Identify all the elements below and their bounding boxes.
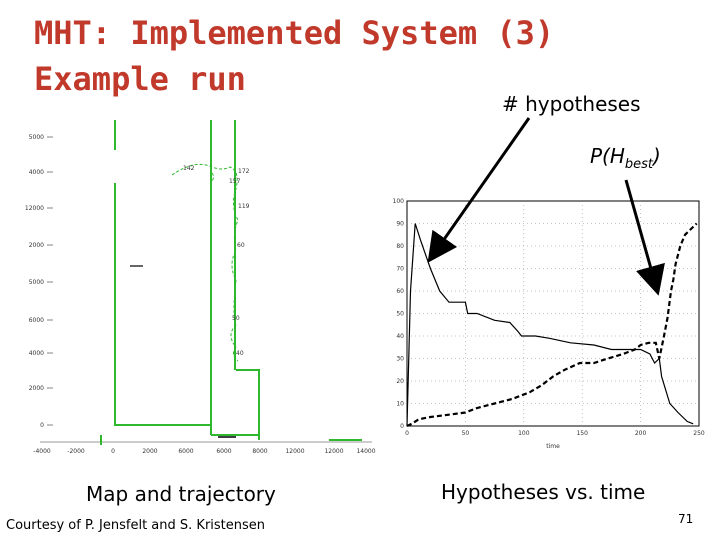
map-x-tick: -2000 xyxy=(67,448,85,455)
chart-x-label: time xyxy=(546,443,560,450)
map-y-tick: 0 xyxy=(40,422,44,429)
chart-x-tick: 100 xyxy=(518,430,530,437)
map-trajectory-path xyxy=(212,173,214,181)
slide-title-line2: Example run xyxy=(34,60,246,98)
map-point-labels xyxy=(183,165,250,357)
map-y-tick: 4000 xyxy=(28,169,44,176)
slide-title-line1: MHT: Implemented System (3) xyxy=(34,14,555,52)
hypotheses-chart xyxy=(370,190,705,455)
map-x-tick: 14000 xyxy=(356,448,376,455)
map-point-label: 50 xyxy=(232,315,240,322)
chart-y-axis xyxy=(393,198,405,430)
hypotheses-caption: Hypotheses vs. time xyxy=(441,480,646,504)
chart-y-tick: 10 xyxy=(396,400,404,408)
map-point-label: 119 xyxy=(238,203,250,210)
map-caption: Map and trajectory xyxy=(86,482,276,506)
map-x-tick: 6000 xyxy=(178,448,194,455)
map-point-label: 142 xyxy=(183,165,195,172)
chart-x-axis xyxy=(405,430,705,437)
p-best-label: $P(H_{best})$ xyxy=(590,144,661,172)
chart-y-tick: 90 xyxy=(396,220,404,228)
slide-title xyxy=(34,10,554,102)
map-y-tick: 12000 xyxy=(24,205,44,212)
chart-y-tick: 80 xyxy=(396,243,404,250)
chart-y-tick: 100 xyxy=(392,198,404,205)
map-trajectory-plot xyxy=(0,115,380,455)
map-point-label: 40 xyxy=(236,350,244,357)
chart-grid xyxy=(407,201,699,426)
chart-x-tick: 0 xyxy=(405,430,409,437)
chart-y-tick: 40 xyxy=(396,333,404,340)
map-y-axis xyxy=(25,134,53,429)
chart-x-tick: 200 xyxy=(634,430,647,437)
credit-text: Courtesy of P. Jensfelt and S. Kristensen xyxy=(6,518,266,533)
map-x-tick: 12000 xyxy=(324,448,344,455)
map-y-tick: 5000 xyxy=(28,279,44,286)
chart-y-tick: 20 xyxy=(396,378,404,385)
map-x-tick: 12000 xyxy=(285,448,305,455)
chart-y-tick: 60 xyxy=(396,288,404,295)
map-point-label: 60 xyxy=(237,242,245,249)
map-x-tick: -4000 xyxy=(33,448,51,455)
map-wall xyxy=(115,183,210,425)
map-point-label: 172 xyxy=(238,168,250,175)
map-trajectory-path xyxy=(172,164,238,361)
map-trajectory xyxy=(172,164,238,361)
chart-x-tick: 250 xyxy=(693,430,705,437)
map-x-tick: 8000 xyxy=(252,448,268,455)
chart-y-tick: 0 xyxy=(400,423,404,430)
map-point-label: 157 xyxy=(229,178,241,185)
map-y-tick: 4000 xyxy=(28,350,44,357)
chart-x-tick: 150 xyxy=(576,430,588,437)
map-y-tick: 5000 xyxy=(28,134,44,141)
chart-series xyxy=(407,224,697,427)
map-x-tick: 0 xyxy=(111,448,115,455)
hypotheses-count-label: # hypotheses xyxy=(502,92,641,116)
chart-y-tick: 30 xyxy=(396,355,404,363)
series-line-dashed xyxy=(407,224,697,427)
page-number: 71 xyxy=(678,512,694,526)
chart-x-tick: 50 xyxy=(461,430,470,437)
map-wall xyxy=(236,370,259,440)
map-y-tick: 6000 xyxy=(28,317,44,324)
map-x-tick: 6000 xyxy=(216,448,232,455)
map-walls xyxy=(101,120,362,445)
map-y-tick: 2000 xyxy=(28,242,44,249)
chart-y-tick: 70 xyxy=(396,265,404,273)
series-line-solid xyxy=(407,224,693,427)
map-x-axis xyxy=(33,442,375,455)
map-x-tick: 2000 xyxy=(142,448,158,455)
chart-y-tick: 50 xyxy=(396,310,404,318)
map-y-tick: 2000 xyxy=(28,385,44,392)
